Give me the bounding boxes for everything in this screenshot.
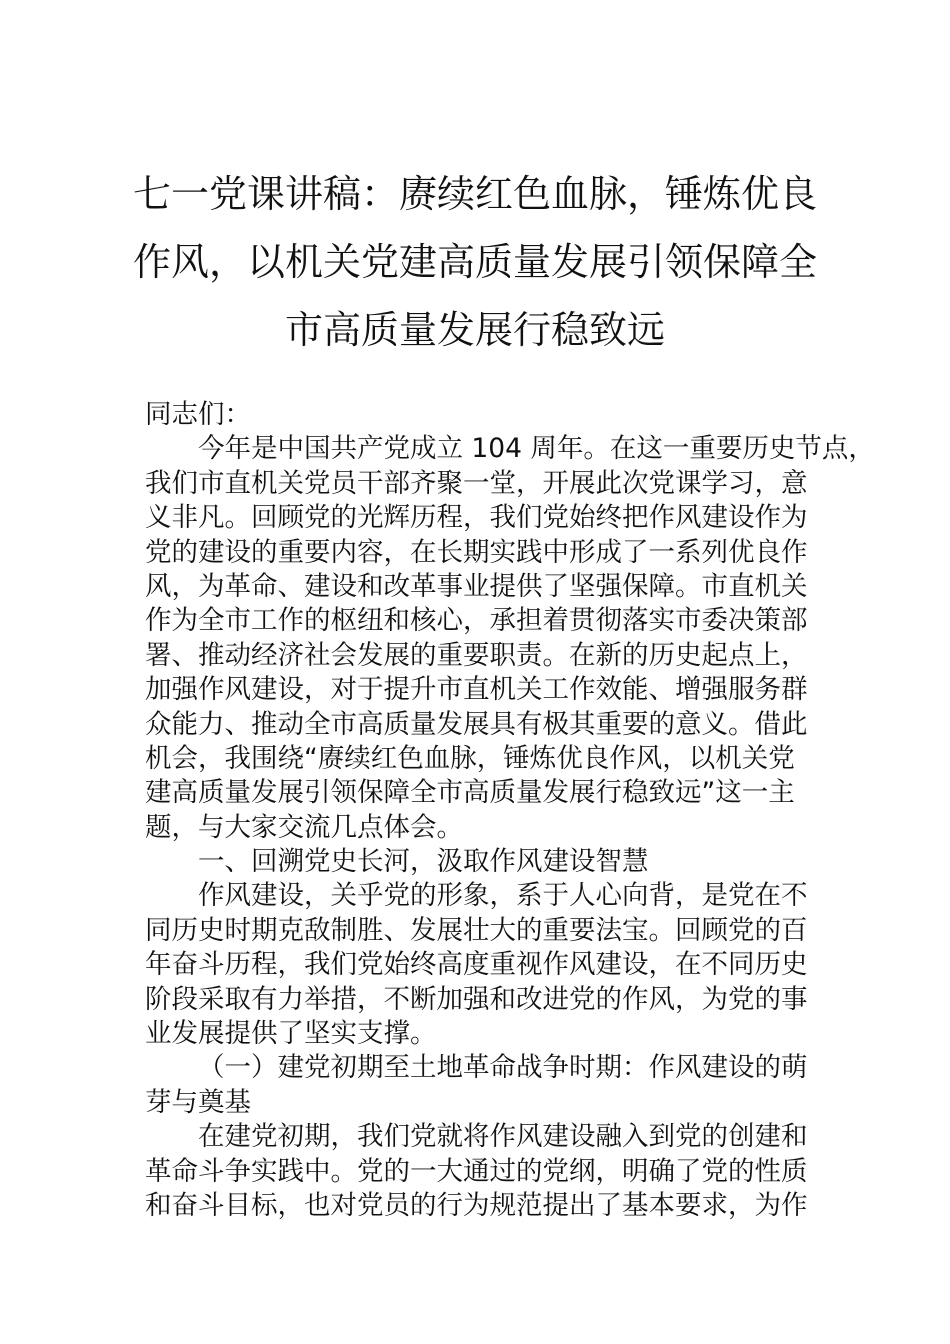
title-line: 市高质量发展行稳致远 bbox=[284, 308, 665, 352]
body-text-line: 一、回溯党史长河，汲取作风建设智慧 bbox=[198, 846, 649, 878]
body-text-line: 在建党初期，我们党就将作风建设融入到党的创建和 bbox=[198, 1121, 808, 1153]
body-text-line: 和奋斗目标，也对党员的行为规范提出了基本要求，为作 bbox=[145, 1189, 808, 1221]
body-text-line: 革命斗争实践中。党的一大通过的党纲，明确了党的性质 bbox=[145, 1155, 808, 1187]
body-text-line: 建高质量发展引领保障全市高质量发展行稳致远”这一主 bbox=[145, 777, 795, 809]
body-text-line: 今年是中国共产党成立 104 周年。在这一重要历史节点， bbox=[198, 433, 875, 465]
document-body bbox=[145, 398, 875, 1223]
body-text-line: 机会，我围绕“赓续红色血脉，锤炼优良作风，以机关党 bbox=[145, 742, 795, 774]
body-text-line: 党的建设的重要内容，在长期实践中形成了一系列优良作 bbox=[145, 536, 808, 568]
body-text-line: 我们市直机关党员干部齐聚一堂，开展此次党课学习，意 bbox=[145, 467, 808, 499]
body-text-line: 芽与奠基 bbox=[145, 1086, 251, 1118]
body-text-line: 业发展提供了坚实支撑。 bbox=[145, 1018, 437, 1050]
title-line: 七一党课讲稿：赓续红色血脉，锤炼优良 bbox=[132, 172, 817, 216]
document-title bbox=[120, 160, 830, 364]
body-text-line: 加强作风建设，对于提升市直机关工作效能、增强服务群 bbox=[145, 674, 808, 706]
body-text-line: 风，为革命、建设和改革事业提供了坚强保障。市直机关 bbox=[145, 570, 808, 602]
body-text-line: 题，与大家交流几点体会。 bbox=[145, 811, 463, 843]
body-text-line: 署、推动经济社会发展的重要职责。在新的历史起点上， bbox=[145, 639, 808, 671]
title-line: 作风，以机关党建高质量发展引领保障全 bbox=[132, 240, 817, 284]
salutation: 同志们： bbox=[145, 399, 251, 430]
body-text-line: 同历史时期克敌制胜、发展壮大的重要法宝。回顾党的百 bbox=[145, 914, 808, 946]
body-text-line: 义非凡。回顾党的光辉历程，我们党始终把作风建设作为 bbox=[145, 502, 808, 534]
body-text-line: （一）建党初期至土地革命战争时期：作风建设的萌 bbox=[198, 1052, 808, 1084]
body-text-line: 作为全市工作的枢纽和核心，承担着贯彻落实市委决策部 bbox=[145, 605, 808, 637]
body-text-line: 年奋斗历程，我们党始终高度重视作风建设，在不同历史 bbox=[145, 949, 808, 981]
body-text-line: 阶段采取有力举措，不断加强和改进党的作风，为党的事 bbox=[145, 983, 808, 1015]
body-text-line: 作风建设，关乎党的形象，系于人心向背，是党在不 bbox=[198, 880, 808, 912]
body-text-line: 众能力、推动全市高质量发展具有极其重要的意义。借此 bbox=[145, 708, 808, 740]
